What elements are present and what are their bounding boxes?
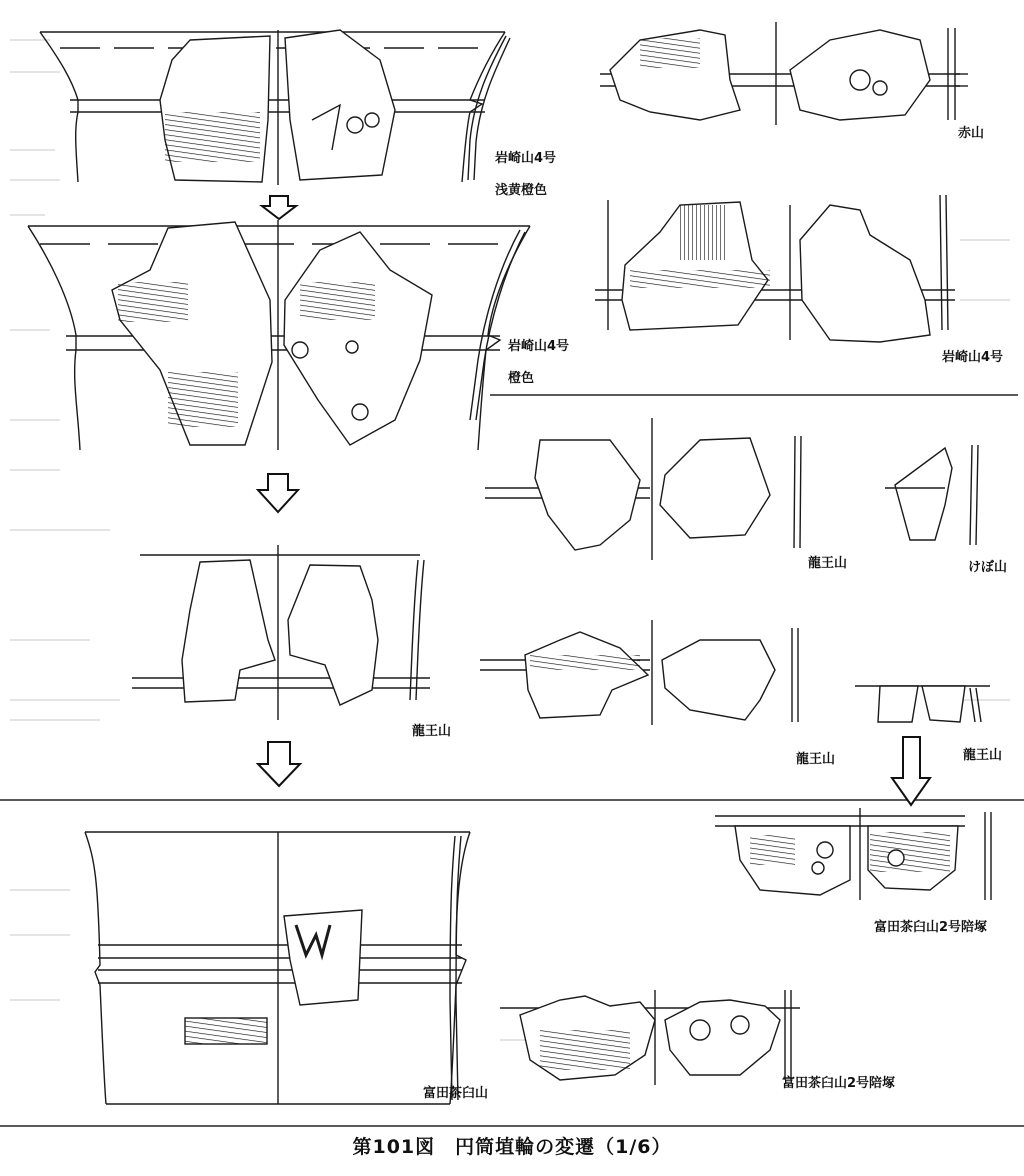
label-iwasaki-orange-site: 岩崎山4号 [508,339,570,354]
haniwa-kebo [885,445,978,545]
panel-dividers [0,395,1024,1126]
haniwa-iwasaki-pale [40,30,505,185]
profile-tomita-chausu [450,836,461,1100]
haniwa-tomita-chausu [85,832,470,1104]
label-tomita-chausu: 富田茶臼山 [423,1086,489,1101]
haniwa-ryuo-center [132,545,430,720]
down-arrow-icon [892,737,930,805]
label-tomita-baisoku-b: 富田茶臼山2号陪塚 [782,1076,896,1091]
profile-ryuo-right-a [794,436,801,548]
label-ryuo-right-a: 龍王山 [808,556,848,571]
haniwa-iwasaki-orange [28,220,530,450]
profile-iwasaki-orange [470,230,525,420]
figure-caption: 第101図 円筒埴輪の変遷（1/6） [352,1136,672,1158]
label-iwasaki-right: 岩崎山4号 [942,350,1004,365]
haniwa-ryuo-right-b [480,620,798,725]
haniwa-ryuo-right-c [855,686,990,722]
label-ryuo-center: 龍王山 [412,724,452,739]
profile-iwasaki-right [940,195,948,330]
down-arrow-icon [258,742,300,786]
haniwa-tomita-baisoku-b [500,990,800,1085]
label-kebo: けぼ山 [968,560,1008,575]
down-arrow-icon [258,474,298,512]
down-arrow-icon [262,196,296,219]
label-tomita-baisoku-a: 富田茶臼山2号陪塚 [874,920,988,935]
profile-ryuo-center [410,560,424,700]
label-akayama: 赤山 [958,126,985,141]
haniwa-iwasaki-right [595,200,955,342]
haniwa-tomita-baisoku-a [715,808,991,900]
label-ryuo-right-c: 龍王山 [963,748,1003,763]
haniwa-akayama [600,22,960,125]
label-iwasaki-pale-site: 岩崎山4号 [495,151,557,166]
label-ryuo-right-b: 龍王山 [796,752,836,767]
label-iwasaki-orange-color: 橙色 [508,371,535,386]
label-iwasaki-pale-color: 浅黄橙色 [495,183,548,198]
haniwa-ryuo-right-a [485,418,770,560]
